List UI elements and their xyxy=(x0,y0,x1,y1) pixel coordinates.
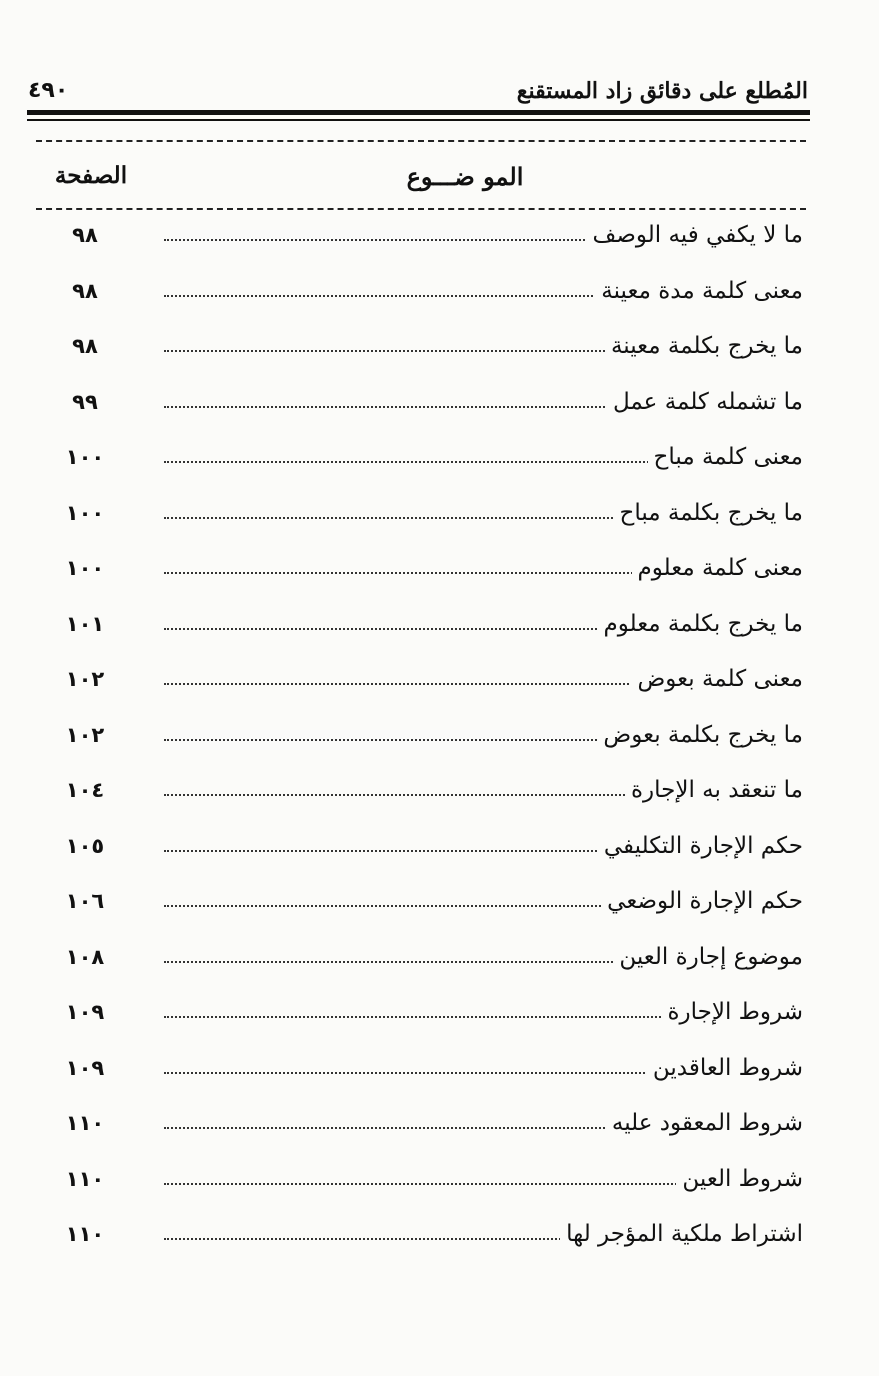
toc-entry-page: ١١٠ xyxy=(65,1222,105,1246)
running-title: المُطلع على دقائق زاد المستقنع xyxy=(516,78,808,104)
toc-entry-page: ١٠١ xyxy=(65,611,105,636)
toc-entry-page: ٩٨ xyxy=(72,278,98,303)
toc-entry-page: ١٠٠ xyxy=(65,445,105,469)
toc-entry-page: ٩٨ xyxy=(72,334,98,358)
toc-entry-title: معنى كلمة بعوض xyxy=(631,664,803,694)
toc-entry-page: ١٠٠ xyxy=(65,500,105,525)
toc-entry xyxy=(0,432,879,488)
toc-entry-title: ما لا يكفي فيه الوصف xyxy=(587,220,803,250)
toc-entry xyxy=(0,266,879,322)
toc-entry-page: ١٠٦ xyxy=(65,889,105,913)
toc-entry-title: ما يخرج بكلمة مباح xyxy=(613,498,803,528)
toc-entry-title: حكم الإجارة التكليفي xyxy=(598,831,803,861)
toc-entry xyxy=(0,543,879,599)
toc-entry xyxy=(0,599,879,655)
toc-entry xyxy=(0,654,879,710)
toc-entry xyxy=(0,1154,879,1210)
toc-entry xyxy=(0,932,879,988)
toc-entry-title: ما تشمله كلمة عمل xyxy=(607,387,803,417)
toc-entry-title: حكم الإجارة الوضعي xyxy=(601,886,803,916)
toc-entry-page: ١١٠ xyxy=(65,1166,105,1191)
toc-entry xyxy=(0,321,879,377)
toc-entry-title: شروط العين xyxy=(676,1164,803,1194)
toc-entry-title: معنى كلمة مباح xyxy=(648,442,803,472)
toc-entry xyxy=(0,876,879,932)
toc-entry xyxy=(0,710,879,766)
column-header-topic: المو ضـــوع xyxy=(406,162,524,191)
toc-entry xyxy=(0,377,879,433)
toc-entry-page: ١٠٩ xyxy=(65,1055,105,1080)
toc-entry-title: معنى كلمة معلوم xyxy=(632,553,804,583)
page-number: ٤٩٠ xyxy=(28,78,69,103)
toc-entry xyxy=(0,1098,879,1154)
toc-entry-title: معنى كلمة مدة معينة xyxy=(595,276,803,306)
toc-entry-page: ٩٩ xyxy=(72,389,98,414)
toc-entry-page: ٩٨ xyxy=(72,223,98,247)
toc-entry-title: شروط الإجارة xyxy=(661,997,803,1027)
toc-entry-title: شروط المعقود عليه xyxy=(606,1108,803,1138)
toc-entry xyxy=(0,1209,879,1265)
toc-entry-title: موضوع إجارة العين xyxy=(613,942,803,972)
toc-entries xyxy=(0,210,879,1265)
toc-entry-page: ١٠٩ xyxy=(65,1000,105,1024)
toc-entry-title: ما يخرج بكلمة معينة xyxy=(605,331,803,361)
toc-entry-page: ١٠٤ xyxy=(65,778,105,802)
toc-entry-title: شروط العاقدين xyxy=(647,1053,803,1083)
toc-entry xyxy=(0,210,879,266)
toc-entry xyxy=(0,987,879,1043)
toc-entry xyxy=(0,821,879,877)
toc-entry-title: ما يخرج بكلمة بعوض xyxy=(597,720,803,750)
toc-entry xyxy=(0,488,879,544)
toc-entry xyxy=(0,1043,879,1099)
toc-entry-title: ما يخرج بكلمة معلوم xyxy=(597,609,803,639)
header-rule-thin xyxy=(27,119,810,121)
column-header-page: الصفحة xyxy=(54,162,128,189)
toc-entry-title: اشتراط ملكية المؤجر لها xyxy=(560,1219,803,1249)
toc-entry-page: ١٠٢ xyxy=(65,722,105,747)
toc-entry xyxy=(0,765,879,821)
toc-entry-page: ١٠٠ xyxy=(65,556,105,580)
toc-entry-page: ١١٠ xyxy=(65,1111,105,1135)
toc-entry-page: ١٠٥ xyxy=(65,833,105,858)
toc-entry-page: ١٠٢ xyxy=(65,667,105,691)
running-head xyxy=(28,76,808,114)
header-rule-thick xyxy=(27,110,810,115)
toc-entry-page: ١٠٨ xyxy=(65,944,105,969)
dashed-divider-top xyxy=(36,140,806,142)
toc-entry-title: ما تنعقد به الإجارة xyxy=(625,775,803,805)
